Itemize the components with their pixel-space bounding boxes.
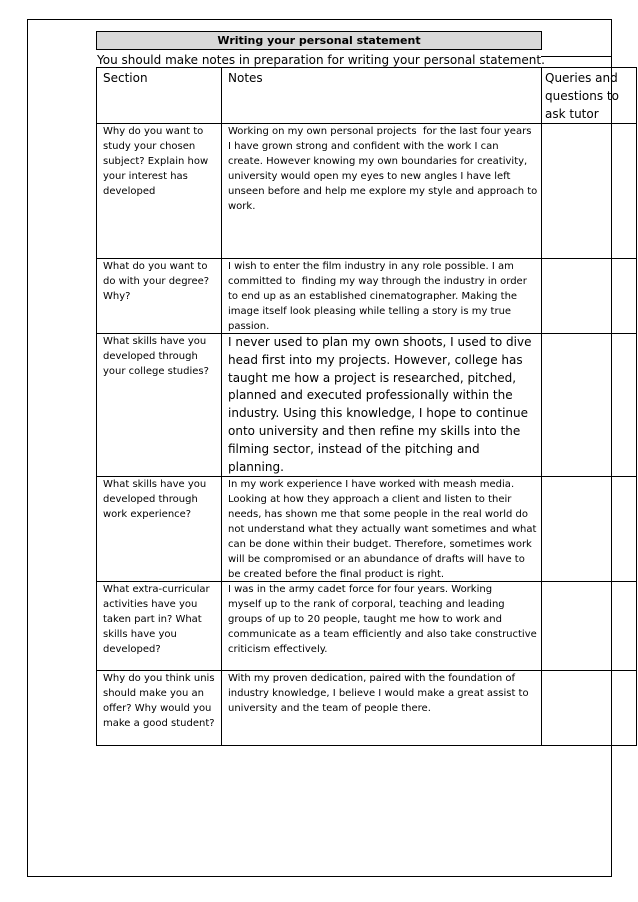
text-line: do with your degree?	[103, 276, 210, 287]
table-row	[97, 671, 637, 746]
queries-cell	[542, 334, 637, 477]
text-line: questions to	[545, 89, 619, 103]
text-line: In my work experience I have worked with meash media.	[228, 479, 515, 490]
text-line: study your chosen	[103, 141, 196, 152]
text-line: university would open my eyes to new angles I have left	[228, 171, 511, 182]
text-line: university and the team of people there.	[228, 703, 431, 714]
text-line: myself up to the rank of corporal, teaching and leading	[228, 599, 505, 610]
text-line: industry knowledge, I believe I would make a great assist to	[228, 688, 529, 699]
text-line: passion.	[228, 321, 270, 332]
text-line: What extra-curricular	[103, 584, 210, 595]
text-line: taken part in? What	[103, 614, 202, 625]
table-row	[97, 334, 637, 477]
text-line: I was in the army cadet force for four years. Working	[228, 584, 493, 595]
table-header-row	[97, 68, 637, 124]
text-line: I have grown strong and confident with the work I can	[228, 141, 499, 152]
text-line: ask tutor	[545, 107, 599, 121]
text-line: What do you want to	[103, 261, 208, 272]
text-line: planned and executed professionally within the	[228, 388, 513, 403]
instructions-text: You should make notes in preparation for writing your personal statement.	[97, 53, 545, 67]
text-line: your college studies?	[103, 366, 209, 377]
section-cell	[97, 124, 222, 259]
text-line: criticism effectively.	[228, 644, 328, 655]
notes-table	[96, 67, 637, 746]
text-line: developed?	[103, 644, 161, 655]
queries-cell	[542, 477, 637, 582]
text-line: Queries and	[545, 71, 618, 85]
text-line: developed	[103, 186, 156, 197]
notes-cell	[222, 671, 542, 746]
text-line: With my proven dedication, paired with the foundation of	[228, 673, 516, 684]
text-line: Notes	[228, 71, 263, 85]
text-line: What skills have you	[103, 479, 207, 490]
section-cell	[97, 477, 222, 582]
text-line: onto university and then refine my skills into the	[228, 423, 521, 438]
queries-header	[542, 68, 637, 124]
text-line: should make you an	[103, 688, 204, 699]
text-line: offer? Why would you	[103, 703, 212, 714]
text-line: taught me how a project is researched, pitched,	[228, 370, 517, 385]
section-cell	[97, 582, 222, 671]
text-line: work experience?	[103, 509, 192, 520]
notes-header	[222, 68, 542, 124]
text-line: head first into my projects. However, college has	[228, 352, 523, 367]
section-header	[97, 68, 222, 124]
text-line: planning.	[228, 459, 284, 474]
table-row	[97, 259, 637, 334]
queries-cell	[542, 259, 637, 334]
table-row	[97, 582, 637, 671]
text-line: not understand what they actually want sometimes and what	[228, 524, 537, 535]
section-cell	[97, 259, 222, 334]
notes-cell	[222, 124, 542, 259]
text-line: Why?	[103, 291, 131, 302]
queries-cell	[542, 671, 637, 746]
text-line: will be compromised or an abundance of drafts will have to	[228, 554, 525, 565]
text-line: developed through	[103, 494, 198, 505]
text-line: activities have you	[103, 599, 198, 610]
text-line: Looking at how they approach a client and listen to their	[228, 494, 512, 505]
text-line: skills have you	[103, 629, 177, 640]
notes-cell	[222, 259, 542, 334]
text-line: I never used to plan my own shoots, I used to dive	[228, 335, 532, 349]
section-cell	[97, 671, 222, 746]
text-line: create. However knowing my own boundaries for creativity,	[228, 156, 528, 167]
text-line: Working on my own personal projects for the last four years	[228, 126, 532, 137]
border-segment	[541, 56, 611, 57]
text-line: Why do you want to	[103, 126, 204, 137]
text-line: unseen before and help me explore my style and approach to	[228, 186, 538, 197]
text-line: be created before the final product is right.	[228, 569, 445, 580]
text-line: needs, has shown me that some people in the real world do	[228, 509, 528, 520]
text-line: communicate as a team efficiently and also take constructive	[228, 629, 537, 640]
table-row	[97, 124, 637, 259]
notes-cell	[222, 477, 542, 582]
text-line: to end up as an established cinematographer. Making the	[228, 291, 518, 302]
text-line: I wish to enter the film industry in any role possible. I am	[228, 261, 514, 272]
notes-cell	[222, 334, 542, 477]
text-line: your interest has	[103, 171, 188, 182]
text-line: image itself look pleasing while telling a story is my true	[228, 306, 512, 317]
text-line: can be done within their budget. Therefore, sometimes work	[228, 539, 532, 550]
text-line: developed through	[103, 351, 198, 362]
notes-cell	[222, 582, 542, 671]
text-line: Why do you think unis	[103, 673, 215, 684]
queries-cell	[542, 124, 637, 259]
text-line: industry. Using this knowledge, I hope to continue	[228, 406, 529, 421]
text-line: subject? Explain how	[103, 156, 209, 167]
text-line: groups of up to 20 people, taught me how to work and	[228, 614, 502, 625]
section-cell	[97, 334, 222, 477]
text-line: Section	[103, 71, 148, 85]
worksheet-title: Writing your personal statement	[96, 31, 542, 50]
table-row	[97, 477, 637, 582]
text-line: work.	[228, 201, 256, 212]
text-line: committed to finding my way through the industry in order	[228, 276, 527, 287]
text-line: make a good student?	[103, 718, 215, 729]
text-line: What skills have you	[103, 336, 207, 347]
text-line: filming sector, instead of the pitching and	[228, 441, 480, 456]
queries-cell	[542, 582, 637, 671]
